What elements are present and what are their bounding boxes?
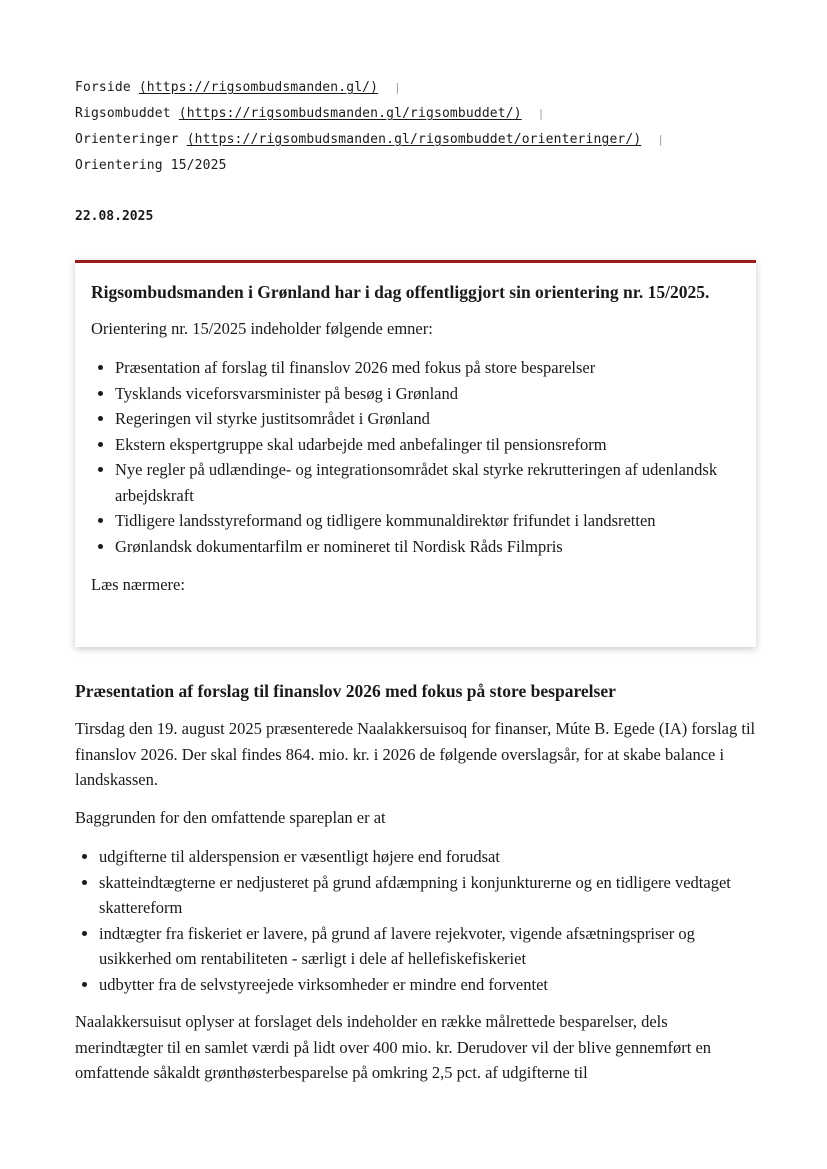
topic-item: • Ekstern ekspertgruppe skal udarbejde med anbefalinger til pensionsreform: [115, 432, 740, 458]
reason-list: [75, 844, 756, 997]
breadcrumb-link-orienteringer[interactable]: (https://rigsombudsmanden.gl/rigsombuddet/orienteringer/): [186, 132, 642, 147]
topic-item: • Regeringen vil styrke justitsområdet i Grønland: [115, 406, 740, 432]
topic-item: • Tysklands viceforsvarsminister på besøg i Grønland: [115, 381, 740, 407]
read-more-label: Læs nærmere:: [91, 575, 185, 594]
topic-item: • Tidligere landsstyreformand og tidligere kommunaldirektør frifundet i landsretten: [115, 508, 740, 534]
summary-intro: Orientering nr. 15/2025 indeholder følgende emner:: [91, 319, 433, 338]
summary-box: [75, 260, 756, 647]
topic-list: [91, 355, 740, 559]
breadcrumb-current-label: Orientering 15/2025: [75, 158, 227, 173]
article-paragraph: Baggrunden for den omfattende spareplan er at: [75, 807, 386, 827]
reason-item: • indtægter fra fiskeriet er lavere, på grund af lavere rejekvoter, vigende afsætningspriser og usikkerhed om rentabiliteten - særligt i dele af hellefiskefiskeriet: [99, 921, 756, 972]
breadcrumb-item-orienteringer: [75, 130, 664, 156]
breadcrumb-separator: |: [657, 133, 665, 146]
article-paragraph: Naalakkersuisut oplyser at forslaget dels indeholder en række målrettede besparelser, dels merindtægter til en samlet værdi på lidt over 400 mio. kr. Derudover vil der blive gennemført en omfattende såkaldt grønthøsterbesparelse på omkring 2,5 pct. af udgifterne til: [75, 1012, 712, 1082]
topic-item: • Grønlandsk dokumentarfilm er nomineret til Nordisk Råds Filmpris: [115, 534, 740, 560]
breadcrumb-label: Orienteringer: [75, 132, 179, 147]
breadcrumb-label: Forside: [75, 80, 131, 95]
breadcrumb-item-current: [75, 156, 664, 182]
reason-item: • udgifterne til alderspension er væsentligt højere end forudsat: [99, 844, 756, 870]
breadcrumb-item-home: [75, 78, 664, 104]
breadcrumb-separator: |: [537, 107, 545, 120]
publish-date: 22.08.2025: [75, 209, 154, 224]
summary-title: Rigsombudsmanden i Grønland har i dag offentliggjort sin orientering nr. 15/2025.: [91, 282, 710, 302]
reason-item: • skatteindtægterne er nedjusteret på grund afdæmpning i konjunkturerne og en tidligere vedtaget skattereform: [99, 870, 756, 921]
breadcrumb-item-rigsombuddet: [75, 104, 664, 130]
breadcrumb: [75, 78, 664, 182]
topic-item: • Præsentation af forslag til finanslov 2026 med fokus på store besparelser: [115, 355, 740, 381]
article-paragraph: Tirsdag den 19. august 2025 præsenterede Naalakkersuisoq for finanser, Múte B. Egede (IA) forslag til finanslov 2026. Der skal findes 864. mio. kr. i 2026 de følgende overslagsår, for at skabe balance i landskassen.: [75, 719, 756, 789]
reason-item: • udbytter fra de selvstyreejede virksomheder er mindre end forventet: [99, 972, 756, 998]
breadcrumb-link-home[interactable]: (https://rigsombudsmanden.gl/): [138, 80, 379, 95]
breadcrumb-separator: |: [394, 81, 401, 94]
article-finance-bill: [75, 678, 756, 1086]
topic-item: • Nye regler på udlændinge- og integrationsområdet skal styrke rekrutteringen af udenlandsk arbejdskraft: [115, 457, 740, 508]
article-heading: Præsentation af forslag til finanslov 2026 med fokus på store besparelser: [75, 681, 616, 701]
breadcrumb-link-rigsombuddet[interactable]: (https://rigsombudsmanden.gl/rigsombuddet/): [178, 106, 522, 121]
breadcrumb-label: Rigsombuddet: [75, 106, 171, 121]
